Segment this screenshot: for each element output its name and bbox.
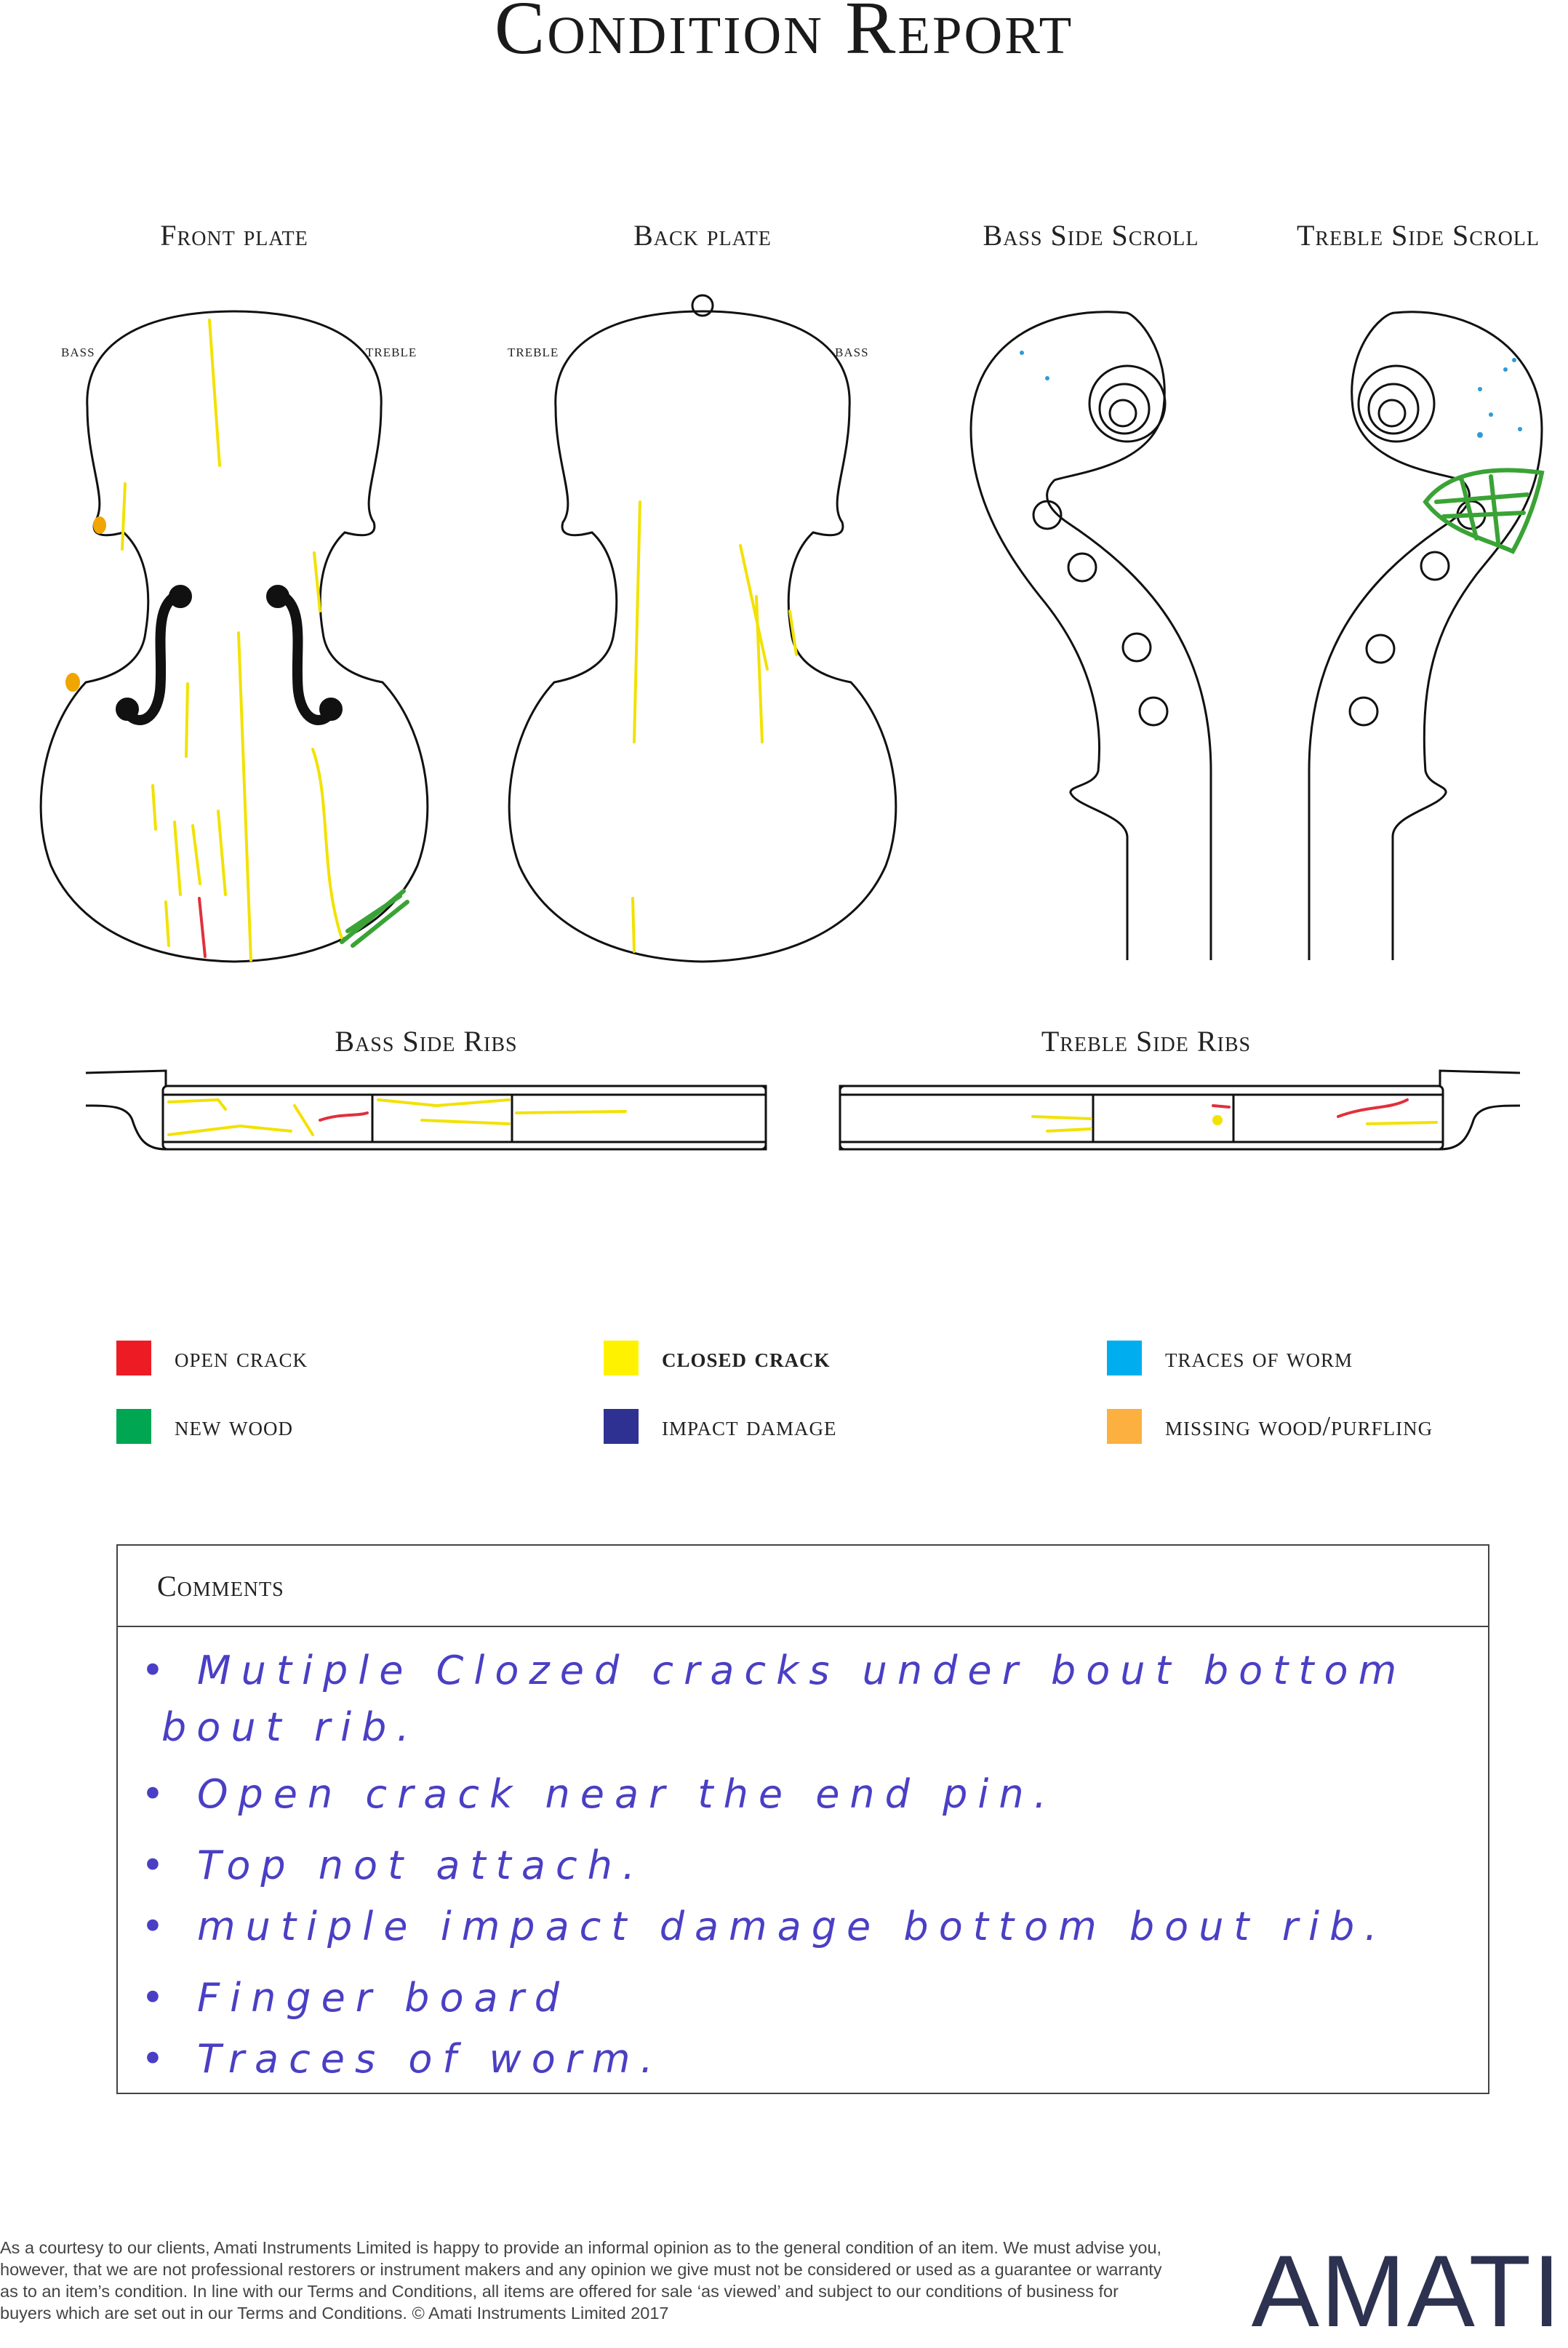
comment-line: • Finger board bbox=[141, 1975, 570, 2021]
bass-scroll-outline bbox=[971, 312, 1127, 960]
closed-crack-swatch bbox=[604, 1341, 639, 1375]
legend-label: missing wood/purfling bbox=[1165, 1411, 1433, 1442]
legend-label: traces of worm bbox=[1165, 1343, 1353, 1373]
legend-label: new wood bbox=[175, 1411, 293, 1442]
legend-label: open crack bbox=[175, 1343, 308, 1373]
traces-of-worm-swatch bbox=[1107, 1341, 1142, 1375]
back-treble-label: treble bbox=[508, 342, 559, 361]
bass-ribs-outline bbox=[86, 1071, 766, 1149]
treble-scroll-outline bbox=[1393, 312, 1542, 960]
back-plate-label: Back plate bbox=[633, 219, 772, 252]
new-wood-swatch bbox=[116, 1409, 151, 1444]
closed-crack-marks bbox=[122, 320, 1436, 1135]
impact-damage-swatch bbox=[604, 1409, 639, 1444]
comments-title: Comments bbox=[157, 1570, 284, 1602]
treble-ribs-outline bbox=[840, 1071, 1520, 1149]
new-wood-marks bbox=[342, 470, 1542, 946]
front-treble-label: treble bbox=[366, 342, 417, 361]
front-plate-outline bbox=[41, 311, 428, 962]
comment-line: bout rib. bbox=[161, 1704, 420, 1750]
bass-side-scroll-label: Bass Side Scroll bbox=[983, 219, 1199, 252]
comment-line: • Mutiple Clozed cracks under bout bottom bbox=[141, 1648, 1407, 1693]
open-crack-swatch bbox=[116, 1341, 151, 1375]
back-bass-label: bass bbox=[835, 342, 869, 361]
bass-side-ribs-label: Bass Side Ribs bbox=[335, 1025, 518, 1058]
missing-wood-swatch bbox=[1107, 1409, 1142, 1444]
disclaimer-text: As a courtesy to our clients, Amati Instruments Limited is happy to provide an informal opinion as to the general condition of an item. We must advise you, however, that we are not professional restorers or instrument makers and any opinion we give must not be considered or used as a guarantee or warranty as to an item’s condition. In line with our Terms and Conditions, all items are offered for sale ‘as viewed’ and subject to our conditions of business for buyers which are set out in our Terms and Conditions. © Amati Instruments Limited 2017 bbox=[0, 2238, 1162, 2323]
comment-line: • Traces of worm. bbox=[141, 2036, 663, 2082]
comment-line: • Open crack near the end pin. bbox=[141, 1771, 1057, 1817]
missing-wood-marks bbox=[65, 516, 106, 692]
legend-label: impact damage bbox=[662, 1411, 837, 1442]
page-title: Condition Report bbox=[494, 0, 1074, 70]
treble-side-ribs-label: Treble Side Ribs bbox=[1041, 1025, 1252, 1058]
comment-line: • mutiple impact damage bottom bout rib. bbox=[141, 1904, 1388, 1949]
amati-logo: AMATI bbox=[1251, 2234, 1562, 2348]
legend-label: closed crack bbox=[662, 1343, 831, 1373]
comments-box bbox=[116, 1544, 1489, 2094]
back-plate-outline bbox=[509, 311, 896, 962]
treble-side-scroll-label: Treble Side Scroll bbox=[1296, 219, 1540, 252]
comments-header bbox=[118, 1546, 1488, 1627]
front-plate-label: Front plate bbox=[160, 219, 308, 252]
comment-line: • Top not attach. bbox=[141, 1842, 646, 1888]
front-bass-label: bass bbox=[61, 342, 95, 361]
